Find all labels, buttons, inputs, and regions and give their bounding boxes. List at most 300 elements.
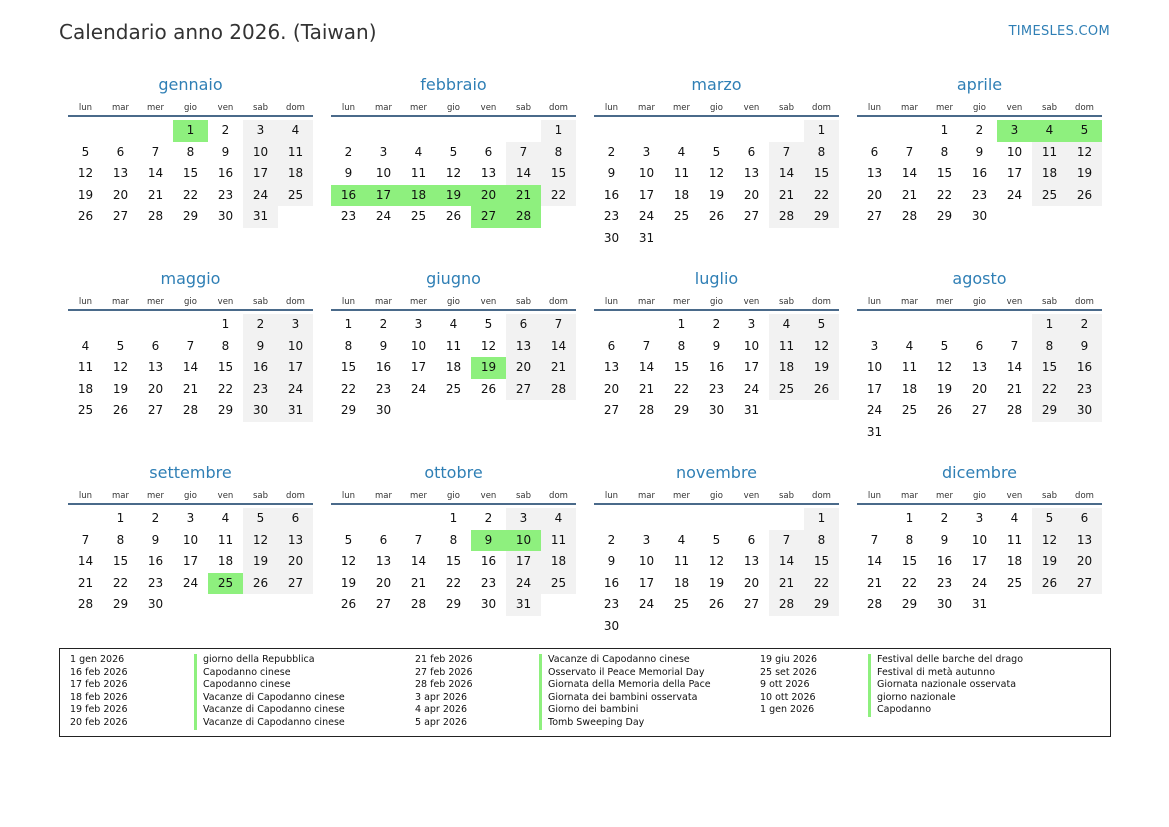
day-cell: 18: [901, 381, 918, 396]
day-cell: 2: [975, 123, 984, 137]
day-cell: 30: [480, 597, 497, 612]
legend-holiday-name: Vacanze di Capodanno cinese: [194, 717, 415, 730]
day-cell: 22: [901, 575, 918, 590]
empty-cell: [173, 314, 208, 336]
day-cell: 21: [866, 575, 883, 590]
day-cell: 5: [344, 532, 353, 547]
day-cell: 13: [866, 166, 883, 181]
day-cell: 18: [1032, 163, 1067, 185]
day-cell: 12: [340, 554, 357, 569]
day-cell: 18: [673, 187, 690, 202]
weekday-label: dom: [1075, 103, 1094, 113]
day-cell: 17: [971, 554, 988, 569]
day-cell: 29: [673, 403, 690, 418]
day-cell: 5: [712, 144, 721, 159]
day-cell: 23: [936, 575, 953, 590]
empty-cell: [138, 120, 173, 142]
day-cell: 26: [708, 597, 725, 612]
weekday-label: dom: [549, 491, 568, 501]
month-settembre: [68, 460, 313, 654]
day-cell: 28: [866, 597, 883, 612]
day-cell: 11: [77, 360, 94, 375]
weekday-header: [331, 294, 576, 311]
day-cell: 15: [445, 554, 462, 569]
day-cell: 16: [375, 360, 392, 375]
day-cell: 18: [769, 357, 804, 379]
day-cell: 27: [603, 403, 620, 418]
day-cell: 13: [480, 166, 497, 181]
day-cell: 3: [975, 511, 984, 525]
empty-cell: [68, 120, 103, 142]
weekday-label: gio: [973, 491, 986, 501]
month-name: luglio: [694, 269, 739, 288]
weekday-label: sab: [1041, 491, 1058, 501]
day-cell: 5: [1067, 120, 1102, 142]
weekday-label: lun: [604, 103, 619, 113]
legend-holiday-name: Osservato il Peace Memorial Day: [539, 667, 760, 680]
day-cell: 5: [484, 317, 493, 331]
day-cell: 14: [1006, 360, 1023, 375]
day-cell: 12: [708, 554, 725, 569]
day-cell: 8: [905, 532, 914, 547]
day-cell: 26: [1032, 573, 1067, 595]
day-cell: 1: [116, 511, 125, 525]
day-cell: 20: [743, 575, 760, 590]
day-cell: 28: [147, 209, 164, 224]
weekday-label: sab: [252, 491, 269, 501]
weekday-label: lun: [604, 491, 619, 501]
weekday-label: ven: [743, 297, 760, 307]
day-cell: 25: [1006, 575, 1023, 590]
empty-cell: [769, 616, 804, 638]
month-gennaio: [68, 72, 313, 266]
empty-cell: [892, 120, 927, 142]
weekday-label: dom: [812, 103, 831, 113]
day-cell: 1: [173, 120, 208, 142]
day-cell: 21: [541, 357, 576, 379]
day-cell: 20: [471, 185, 506, 207]
day-cell: 30: [1067, 400, 1102, 422]
empty-cell: [401, 120, 436, 142]
empty-cell: [103, 314, 138, 336]
day-cell: 21: [901, 187, 918, 202]
day-cell: 3: [870, 338, 879, 353]
weekday-label: ven: [480, 103, 497, 113]
month-days: [857, 120, 1102, 228]
day-cell: 8: [344, 338, 353, 353]
day-cell: 28: [901, 209, 918, 224]
day-cell: 17: [366, 185, 401, 207]
weekday-label: dom: [286, 297, 305, 307]
empty-cell: [804, 228, 839, 250]
day-cell: 15: [1032, 357, 1067, 379]
day-cell: 10: [182, 532, 199, 547]
weekday-label: lun: [341, 491, 356, 501]
day-cell: 4: [1032, 120, 1067, 142]
weekday-label: ven: [743, 103, 760, 113]
day-cell: 23: [375, 381, 392, 396]
day-cell: 8: [221, 338, 230, 353]
month-days: [594, 314, 839, 422]
day-cell: 28: [410, 597, 427, 612]
day-cell: 7: [186, 338, 195, 353]
empty-cell: [997, 422, 1032, 444]
day-cell: 16: [331, 185, 366, 207]
day-cell: 15: [340, 360, 357, 375]
day-cell: 12: [445, 166, 462, 181]
weekday-label: dom: [286, 103, 305, 113]
weekday-label: mar: [112, 491, 129, 501]
weekday-label: lun: [867, 103, 882, 113]
month-days: [857, 314, 1102, 444]
day-cell: 24: [971, 575, 988, 590]
weekday-label: sab: [778, 297, 795, 307]
empty-cell: [962, 422, 997, 444]
day-cell: 18: [217, 554, 234, 569]
legend-holiday-name: Giornata dei bambini osservata: [539, 692, 760, 705]
weekday-header: [331, 100, 576, 117]
day-cell: 31: [243, 206, 278, 228]
weekday-label: gio: [447, 103, 460, 113]
month-giugno: [331, 266, 576, 460]
day-cell: 31: [278, 400, 313, 422]
legend-holiday-name: Capodanno: [868, 704, 1088, 717]
day-cell: 24: [638, 597, 655, 612]
day-cell: 19: [77, 187, 94, 202]
day-cell: 1: [804, 120, 839, 142]
month-name: marzo: [691, 75, 742, 94]
day-cell: 26: [1067, 185, 1102, 207]
day-cell: 25: [77, 403, 94, 418]
month-days: [594, 120, 839, 250]
legend-holiday-name: Tomb Sweeping Day: [539, 717, 760, 730]
day-cell: 6: [1067, 508, 1102, 530]
weekday-label: mer: [146, 491, 164, 501]
day-cell: 6: [506, 314, 541, 336]
day-cell: 2: [151, 511, 160, 525]
legend-holiday-name: giorno nazionale: [868, 692, 1088, 705]
day-cell: 20: [603, 381, 620, 396]
day-cell: 22: [804, 185, 839, 207]
day-cell: 24: [375, 209, 392, 224]
day-cell: 7: [769, 142, 804, 164]
day-cell: 14: [866, 554, 883, 569]
day-cell: 8: [804, 142, 839, 164]
weekday-label: mer: [935, 491, 953, 501]
day-cell: 28: [638, 403, 655, 418]
day-cell: 24: [743, 381, 760, 396]
month-days: [331, 314, 576, 422]
weekday-label: ven: [217, 103, 234, 113]
day-cell: 19: [243, 551, 278, 573]
day-cell: 2: [607, 532, 616, 547]
day-cell: 12: [112, 360, 129, 375]
weekday-label: mar: [638, 491, 655, 501]
day-cell: 22: [340, 381, 357, 396]
day-cell: 1: [677, 317, 686, 331]
weekday-label: mer: [935, 297, 953, 307]
day-cell: 4: [221, 511, 230, 525]
day-cell: 5: [712, 532, 721, 547]
day-cell: 13: [603, 360, 620, 375]
day-cell: 31: [638, 230, 655, 245]
day-cell: 8: [186, 144, 195, 159]
day-cell: 19: [804, 357, 839, 379]
day-cell: 31: [743, 403, 760, 418]
weekday-label: mar: [375, 297, 392, 307]
empty-cell: [594, 120, 629, 142]
weekday-label: gio: [184, 297, 197, 307]
day-cell: 30: [217, 209, 234, 224]
day-cell: 7: [870, 532, 879, 547]
empty-cell: [664, 508, 699, 530]
day-cell: 30: [936, 597, 953, 612]
weekday-label: lun: [78, 103, 93, 113]
day-cell: 30: [603, 618, 620, 633]
day-cell: 19: [708, 187, 725, 202]
day-cell: 14: [769, 551, 804, 573]
day-cell: 7: [541, 314, 576, 336]
empty-cell: [68, 508, 103, 530]
day-cell: 25: [1032, 185, 1067, 207]
day-cell: 9: [607, 554, 616, 569]
day-cell: 29: [1032, 400, 1067, 422]
month-name: gennaio: [158, 75, 223, 94]
day-cell: 10: [971, 532, 988, 547]
day-cell: 26: [936, 403, 953, 418]
day-cell: 26: [480, 381, 497, 396]
empty-cell: [278, 206, 313, 228]
day-cell: 20: [375, 575, 392, 590]
day-cell: 9: [243, 336, 278, 358]
day-cell: 4: [278, 120, 313, 142]
empty-cell: [243, 594, 278, 616]
day-cell: 22: [804, 573, 839, 595]
legend-dates-column: [760, 654, 868, 731]
month-maggio: [68, 266, 313, 460]
day-cell: 29: [182, 209, 199, 224]
day-cell: 3: [506, 508, 541, 530]
day-cell: 14: [147, 166, 164, 181]
day-cell: 17: [506, 551, 541, 573]
day-cell: 25: [673, 597, 690, 612]
empty-cell: [506, 120, 541, 142]
weekday-label: lun: [78, 297, 93, 307]
month-marzo: [594, 72, 839, 266]
day-cell: 16: [603, 575, 620, 590]
day-cell: 11: [673, 166, 690, 181]
day-cell: 22: [217, 381, 234, 396]
month-agosto: [857, 266, 1102, 460]
weekday-label: sab: [252, 103, 269, 113]
weekday-label: mer: [672, 491, 690, 501]
day-cell: 23: [708, 381, 725, 396]
weekday-label: dom: [549, 103, 568, 113]
day-cell: 6: [484, 144, 493, 159]
brand-link[interactable]: TIMESLES.COM: [1008, 24, 1110, 39]
day-cell: 28: [769, 594, 804, 616]
day-cell: 1: [449, 511, 458, 525]
day-cell: 9: [471, 530, 506, 552]
weekday-label: mer: [146, 103, 164, 113]
month-ottobre: [331, 460, 576, 654]
weekday-label: mer: [409, 103, 427, 113]
empty-cell: [997, 206, 1032, 228]
month-name: maggio: [160, 269, 221, 288]
day-cell: 7: [414, 532, 423, 547]
day-cell: 23: [480, 575, 497, 590]
empty-cell: [997, 314, 1032, 336]
legend-date: 16 feb 2026: [70, 666, 128, 678]
day-cell: 16: [243, 357, 278, 379]
legend-names-column: [868, 654, 1088, 731]
month-name: agosto: [952, 269, 1007, 288]
day-cell: 6: [607, 338, 616, 353]
day-cell: 24: [278, 379, 313, 401]
day-cell: 29: [217, 403, 234, 418]
day-cell: 26: [340, 597, 357, 612]
day-cell: 7: [151, 144, 160, 159]
day-cell: 18: [1006, 554, 1023, 569]
day-cell: 22: [445, 575, 462, 590]
day-cell: 6: [975, 338, 984, 353]
day-cell: 25: [410, 209, 427, 224]
day-cell: 13: [278, 530, 313, 552]
weekday-label: gio: [710, 297, 723, 307]
day-cell: 12: [936, 360, 953, 375]
day-cell: 1: [1032, 314, 1067, 336]
day-cell: 22: [112, 575, 129, 590]
day-cell: 7: [769, 530, 804, 552]
legend-date: 5 apr 2026: [415, 716, 468, 728]
day-cell: 20: [147, 381, 164, 396]
day-cell: 30: [243, 400, 278, 422]
day-cell: 24: [243, 185, 278, 207]
day-cell: 18: [77, 381, 94, 396]
day-cell: 2: [243, 314, 278, 336]
day-cell: 18: [673, 575, 690, 590]
day-cell: 9: [1067, 336, 1102, 358]
weekday-label: mer: [409, 297, 427, 307]
weekday-label: dom: [1075, 297, 1094, 307]
day-cell: 14: [506, 163, 541, 185]
weekday-label: dom: [286, 491, 305, 501]
day-cell: 24: [506, 573, 541, 595]
weekday-header: [68, 488, 313, 505]
day-cell: 5: [449, 144, 458, 159]
day-cell: 11: [1032, 142, 1067, 164]
legend-date: 4 apr 2026: [415, 704, 468, 716]
empty-cell: [208, 594, 243, 616]
day-cell: 10: [506, 530, 541, 552]
day-cell: 12: [804, 336, 839, 358]
day-cell: 17: [638, 187, 655, 202]
empty-cell: [699, 508, 734, 530]
day-cell: 16: [217, 166, 234, 181]
empty-cell: [927, 422, 962, 444]
day-cell: 11: [445, 338, 462, 353]
day-cell: 21: [410, 575, 427, 590]
day-cell: 20: [112, 187, 129, 202]
legend-date: 21 feb 2026: [415, 654, 473, 665]
day-cell: 22: [182, 187, 199, 202]
day-cell: 17: [182, 554, 199, 569]
day-cell: 2: [940, 511, 949, 525]
weekday-header: [857, 100, 1102, 117]
legend-holiday-name: Capodanno cinese: [194, 679, 415, 692]
day-cell: 19: [708, 575, 725, 590]
day-cell: 2: [712, 317, 721, 331]
day-cell: 24: [1006, 187, 1023, 202]
month-days: [331, 120, 576, 228]
day-cell: 20: [866, 187, 883, 202]
day-cell: 30: [375, 403, 392, 418]
day-cell: 4: [769, 314, 804, 336]
empty-cell: [664, 228, 699, 250]
day-cell: 1: [221, 317, 230, 331]
day-cell: 31: [866, 424, 883, 439]
month-name: novembre: [675, 463, 758, 482]
empty-cell: [278, 594, 313, 616]
day-cell: 27: [375, 597, 392, 612]
weekday-label: mer: [146, 297, 164, 307]
legend-date: 28 feb 2026: [415, 679, 473, 691]
day-cell: 15: [217, 360, 234, 375]
day-cell: 17: [410, 360, 427, 375]
legend-date: 25 set 2026: [760, 666, 817, 678]
month-days: [68, 120, 313, 228]
day-cell: 1: [804, 508, 839, 530]
day-cell: 16: [971, 166, 988, 181]
weekday-header: [594, 488, 839, 505]
legend-names-column: [539, 654, 760, 731]
day-cell: 5: [81, 144, 90, 159]
weekday-label: lun: [341, 297, 356, 307]
weekday-label: lun: [78, 491, 93, 501]
day-cell: 27: [278, 573, 313, 595]
day-cell: 8: [804, 530, 839, 552]
legend-holiday-name: Giorno dei bambini: [539, 704, 760, 717]
day-cell: 14: [769, 163, 804, 185]
weekday-label: ven: [217, 297, 234, 307]
legend-date: 18 feb 2026: [70, 691, 128, 703]
day-cell: 6: [116, 144, 125, 159]
day-cell: 3: [243, 120, 278, 142]
day-cell: 24: [410, 381, 427, 396]
day-cell: 26: [243, 573, 278, 595]
empty-cell: [629, 508, 664, 530]
weekday-label: lun: [604, 297, 619, 307]
day-cell: 1: [905, 511, 914, 525]
day-cell: 4: [677, 532, 686, 547]
day-cell: 18: [445, 360, 462, 375]
day-cell: 25: [445, 381, 462, 396]
day-cell: 4: [905, 338, 914, 353]
day-cell: 27: [506, 379, 541, 401]
empty-cell: [734, 616, 769, 638]
day-cell: 21: [77, 575, 94, 590]
legend-holiday-name: Vacanze di Capodanno cinese: [194, 692, 415, 705]
page-title: Calendario anno 2026. (Taiwan): [59, 20, 377, 44]
day-cell: 11: [217, 532, 234, 547]
day-cell: 30: [147, 597, 164, 612]
day-cell: 17: [743, 360, 760, 375]
day-cell: 21: [147, 187, 164, 202]
day-cell: 7: [81, 532, 90, 547]
weekday-label: ven: [480, 297, 497, 307]
day-cell: 7: [905, 144, 914, 159]
empty-cell: [734, 120, 769, 142]
